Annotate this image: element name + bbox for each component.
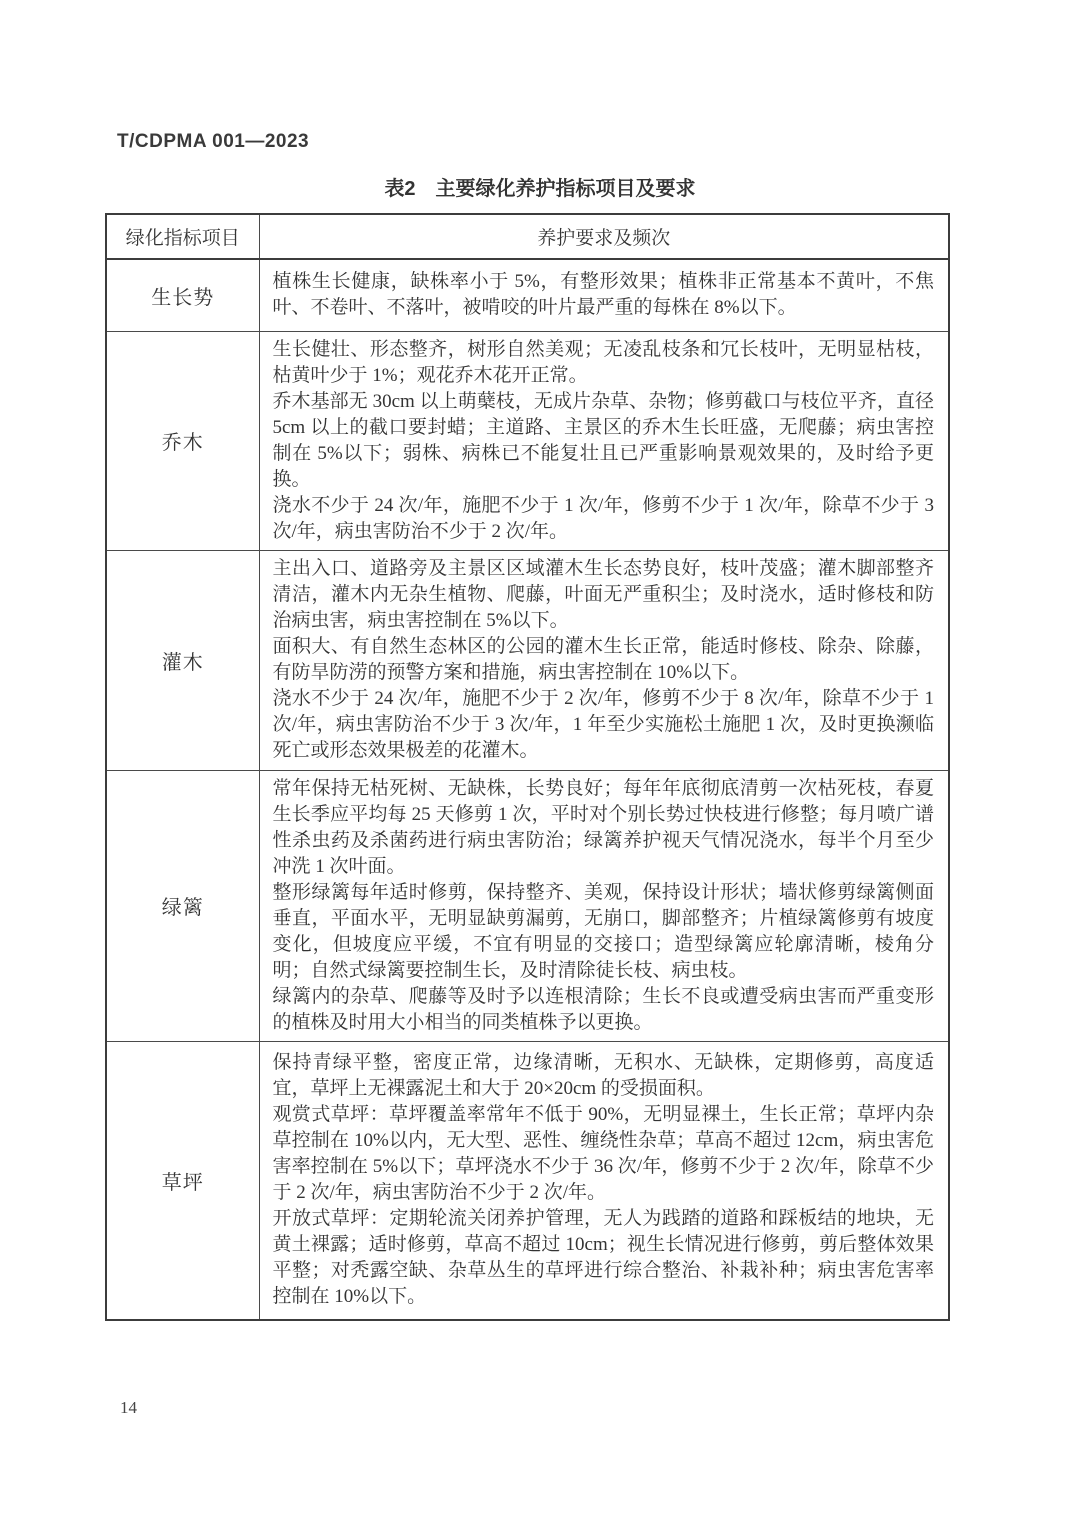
requirement-paragraph: 生长健壮、形态整齐，树形自然美观；无凌乱枝条和冗长枝叶，无明显枯枝，枯黄叶少于 1%；观花乔木花开正常。 [272,338,934,386]
doc-number: T/CDPMA 001—2023 [117,131,310,152]
requirement-paragraph: 绿篱内的杂草、爬藤等及时予以连根清除；生长不良或遭受病虫害而严重变形的植株及时用大小相当的同类植株予以更换。 [272,985,934,1033]
table-row-shrubs [106,550,949,770]
requirement-paragraph: 植株生长健康，缺株率小于 5%，有整形效果；植株非正常基本不黄叶，不焦叶、不卷叶、不落叶，被啃咬的叶片最严重的每株在 8%以下。 [272,271,934,319]
requirement-paragraph: 浇水不少于 24 次/年，施肥不少于 2 次/年，修剪不少于 8 次/年，除草不少于 1 次/年，病虫害防治不少于 3 次/年，1 年至少实施松土施肥 1 次，及时更换濒临死亡或形态效果极差的花灌木。 [272,688,934,761]
row-requirements [259,331,949,550]
requirement-paragraph: 乔木基部无 30cm 以上萌蘖枝，无成片杂草、杂物；修剪截口与枝位平齐，直径 5cm 以上的截口要封蜡；主道路、主景区的乔木生长旺盛，无爬藤；病虫害控制在 5%以下；弱株、病株已不能复壮且已严重影响景观效果的，及时给予更换。 [272,390,934,490]
row-requirements [259,770,949,1041]
column-header-item: 绿化指标项目 [106,214,259,259]
requirement-paragraph: 整形绿篱每年适时修剪，保持整齐、美观，保持设计形状；墙状修剪绿篱侧面垂直，平面水平，无明显缺剪漏剪，无崩口，脚部整齐；片植绿篱修剪有坡度变化，但坡度应平缓，不宜有明显的交接口；造型绿篱应轮廓清晰，棱角分明；自然式绿篱要控制生长，及时清除徒长枝、病虫枝。 [272,881,934,981]
row-item-label: 草坪 [106,1041,259,1320]
requirement-paragraph: 面积大、有自然生态林区的公园的灌木生长正常，能适时修枝、除杂、除藤，有防旱防涝的预警方案和措施，病虫害控制在 10%以下。 [272,636,934,683]
row-item-label: 生长势 [106,259,259,331]
row-requirements [259,1041,949,1320]
row-requirements [259,550,949,770]
requirement-paragraph: 保持青绿平整，密度正常，边缘清晰，无积水、无缺株，定期修剪，高度适宜，草坪上无裸露泥土和大于 20×20cm 的受损面积。 [272,1052,934,1100]
row-requirements [259,259,949,331]
row-item-label: 乔木 [106,331,259,550]
table-row-hedges [106,770,949,1041]
table-row-growth-vigor [106,259,949,331]
requirement-paragraph: 浇水不少于 24 次/年，施肥不少于 1 次/年，修剪不少于 1 次/年，除草不少于 3 次/年，病虫害防治不少于 2 次/年。 [272,494,934,542]
row-item-label: 灌木 [106,550,259,770]
maintenance-table [105,213,950,1321]
requirement-paragraph: 开放式草坪：定期轮流关闭养护管理，无人为践踏的道路和踩板结的地块，无黄土裸露；适时修剪，草高不超过 10cm；视生长情况进行修剪，剪后整体效果平整；对秃露空缺、杂草丛生的草坪进行综合整治、补栽补种；病虫害危害率控制在 10%以下。 [272,1208,934,1308]
row-item-label: 绿篱 [106,770,259,1041]
table-row-lawn [106,1041,949,1320]
table-title: 表2 主要绿化养护指标项目及要求 [384,178,696,200]
table-row-trees [106,331,949,550]
page-number: 14 [120,1398,137,1417]
requirement-paragraph: 常年保持无枯死树、无缺株，长势良好；每年年底彻底清剪一次枯死枝，春夏生长季应平均每 25 天修剪 1 次，平时对个别长势过快枝进行修整；每月喷广谱性杀虫药及杀菌药进行病虫害防治；绿篱养护视天气情况浇水，每半个月至少冲洗 1 次叶面。 [272,777,934,877]
table-header-row [106,214,949,259]
requirement-paragraph: 观赏式草坪：草坪覆盖率常年不低于 90%，无明显裸土，生长正常；草坪内杂草控制在 10%以内，无大型、恶性、缠绕性杂草；草高不超过 12cm，病虫害危害率控制在 5%以下；草坪浇水不少于 36 次/年，修剪不少于 2 次/年，除草不少于 2 次/年，病虫害防治不少于 2 次/年。 [272,1104,934,1204]
column-header-requirements: 养护要求及频次 [259,214,949,259]
requirement-paragraph: 主出入口、道路旁及主景区区域灌木生长态势良好，枝叶茂盛；灌木脚部整齐清洁，灌木内无杂生植物、爬藤，叶面无严重积尘；及时浇水，适时修枝和防治病虫害，病虫害控制在 5%以下。 [272,558,934,631]
